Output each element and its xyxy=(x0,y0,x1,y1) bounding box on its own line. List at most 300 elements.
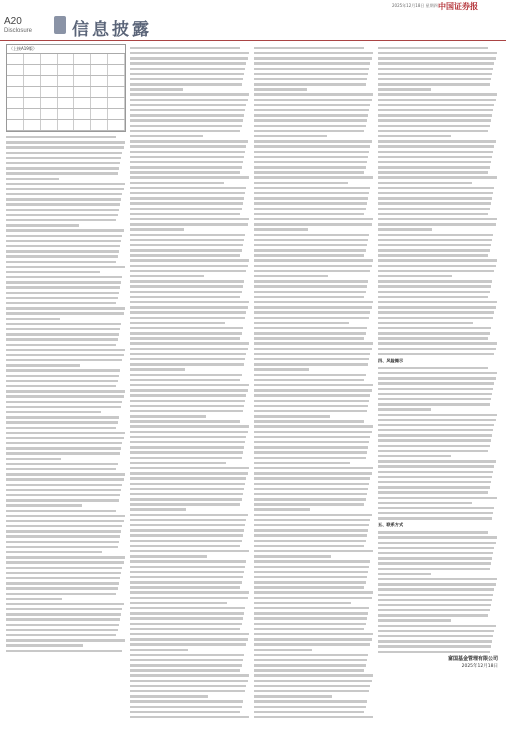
text-line xyxy=(6,447,121,449)
text-line xyxy=(6,240,121,242)
text-line xyxy=(130,223,248,225)
text-line xyxy=(378,145,494,147)
text-line xyxy=(378,557,492,559)
text-line xyxy=(130,623,242,625)
text-line xyxy=(130,571,244,573)
text-line xyxy=(378,604,491,606)
text-column-4 xyxy=(378,44,498,669)
text-line xyxy=(130,78,243,80)
text-line xyxy=(378,192,493,194)
text-line xyxy=(254,176,373,178)
page-number: A20 xyxy=(4,16,22,27)
text-line xyxy=(130,586,240,588)
text-line xyxy=(378,140,496,142)
text-line xyxy=(254,166,366,168)
text-line xyxy=(6,432,125,434)
text-line xyxy=(254,394,370,396)
text-line xyxy=(130,508,186,510)
text-line xyxy=(254,488,368,490)
text-line xyxy=(254,202,367,204)
text-line xyxy=(254,514,372,516)
text-line xyxy=(130,420,240,422)
text-line xyxy=(130,529,244,531)
text-line xyxy=(130,93,249,95)
text-line xyxy=(254,462,350,464)
text-line xyxy=(130,690,245,692)
text-line xyxy=(6,406,121,408)
text-line xyxy=(6,266,125,268)
text-line xyxy=(378,311,494,313)
text-line xyxy=(6,323,121,325)
text-line xyxy=(130,114,244,116)
text-line xyxy=(378,491,488,493)
text-line xyxy=(130,135,203,137)
text-line xyxy=(378,450,488,452)
body-text xyxy=(254,47,374,719)
text-line xyxy=(378,583,496,585)
text-line xyxy=(378,280,492,282)
text-line xyxy=(254,244,367,246)
text-line xyxy=(378,562,491,564)
text-line xyxy=(254,88,307,90)
text-line xyxy=(254,425,373,427)
text-line xyxy=(378,291,490,293)
text-line xyxy=(130,52,249,54)
text-line xyxy=(130,384,249,386)
text-line xyxy=(6,146,124,148)
text-line xyxy=(254,125,366,127)
text-line xyxy=(378,182,472,184)
text-line xyxy=(6,136,116,138)
text-line xyxy=(254,493,367,495)
text-line xyxy=(254,555,331,557)
text-line xyxy=(130,218,249,220)
text-line xyxy=(130,462,226,464)
text-line xyxy=(130,187,246,189)
text-line xyxy=(378,578,497,580)
text-line xyxy=(130,674,249,676)
text-line xyxy=(130,389,248,391)
text-line xyxy=(378,234,493,236)
issue-date: 2025年12月18日 星期四 xyxy=(392,3,438,8)
text-line xyxy=(378,125,490,127)
text-line xyxy=(130,301,249,303)
table-row xyxy=(7,76,125,87)
text-line xyxy=(254,104,370,106)
text-line xyxy=(6,318,60,320)
text-line xyxy=(254,498,366,500)
text-line xyxy=(6,229,124,231)
text-line xyxy=(130,151,245,153)
text-line xyxy=(130,524,245,526)
text-line xyxy=(6,344,116,346)
text-line xyxy=(130,213,240,215)
text-line xyxy=(254,472,372,474)
text-line xyxy=(254,306,372,308)
text-line xyxy=(6,442,122,444)
text-line xyxy=(378,424,494,426)
text-line xyxy=(254,239,368,241)
text-line xyxy=(254,358,369,360)
text-line xyxy=(130,431,248,433)
text-line xyxy=(378,609,490,611)
text-line xyxy=(130,379,240,381)
text-line xyxy=(254,140,372,142)
text-line xyxy=(254,218,373,220)
text-line xyxy=(130,171,240,173)
text-line xyxy=(254,337,364,339)
text-line xyxy=(378,388,493,390)
text-line xyxy=(254,415,330,417)
text-line xyxy=(254,690,369,692)
text-line xyxy=(6,271,100,273)
text-line xyxy=(378,187,494,189)
newspaper-name: 中国证券报 xyxy=(438,1,478,11)
text-line xyxy=(254,441,369,443)
table-row xyxy=(7,54,125,65)
text-line xyxy=(254,643,370,645)
text-line xyxy=(130,228,184,230)
text-line xyxy=(130,716,249,718)
text-line xyxy=(6,624,119,626)
text-line xyxy=(378,337,488,339)
text-line xyxy=(254,285,367,287)
text-line xyxy=(254,534,367,536)
text-line xyxy=(6,463,118,465)
fund-table xyxy=(6,44,126,132)
text-line xyxy=(6,567,122,569)
text-line xyxy=(378,455,451,457)
text-line xyxy=(130,545,240,547)
text-line xyxy=(6,224,79,226)
text-line xyxy=(6,281,121,283)
text-line xyxy=(130,208,242,210)
text-line xyxy=(254,296,364,298)
text-line xyxy=(378,166,490,168)
text-line xyxy=(254,275,328,277)
text-line xyxy=(130,176,249,178)
text-line xyxy=(254,342,373,344)
text-line xyxy=(6,427,116,429)
text-line xyxy=(6,546,118,548)
text-line xyxy=(130,161,243,163)
text-line xyxy=(378,285,491,287)
text-line xyxy=(130,88,183,90)
text-line xyxy=(378,78,491,80)
text-line xyxy=(6,629,118,631)
text-line xyxy=(6,390,125,392)
text-line xyxy=(130,591,249,593)
text-line xyxy=(130,451,243,453)
body-text xyxy=(130,47,250,719)
text-line xyxy=(254,467,373,469)
text-line xyxy=(378,460,496,462)
text-line xyxy=(254,711,364,713)
text-line xyxy=(130,317,245,319)
text-line xyxy=(6,603,124,605)
text-line xyxy=(378,99,496,101)
text-line xyxy=(6,639,125,641)
text-line xyxy=(378,353,494,355)
text-line xyxy=(6,172,118,174)
text-line xyxy=(378,635,493,637)
text-line xyxy=(130,711,240,713)
text-line xyxy=(254,420,364,422)
text-line xyxy=(130,285,243,287)
text-line xyxy=(6,255,118,257)
text-line xyxy=(130,415,206,417)
text-line xyxy=(6,328,120,330)
text-line xyxy=(6,473,125,475)
text-line xyxy=(6,188,124,190)
text-line xyxy=(130,327,243,329)
text-line xyxy=(254,332,366,334)
text-line xyxy=(130,68,245,70)
signature-company: 富国基金管理有限公司 xyxy=(447,655,498,662)
text-line xyxy=(6,520,124,522)
text-line xyxy=(6,395,124,397)
text-line xyxy=(130,685,246,687)
table-row xyxy=(7,98,125,109)
text-line xyxy=(6,613,121,615)
text-line xyxy=(378,317,493,319)
text-line xyxy=(254,638,372,640)
text-line xyxy=(130,275,204,277)
text-line xyxy=(254,93,373,95)
text-line xyxy=(254,114,368,116)
text-line xyxy=(6,499,119,501)
text-line xyxy=(6,582,119,584)
text-line xyxy=(378,414,497,416)
text-line xyxy=(378,408,431,410)
text-line xyxy=(6,452,120,454)
text-line xyxy=(6,577,120,579)
text-line xyxy=(254,617,367,619)
body-text xyxy=(378,47,498,355)
text-line xyxy=(6,375,119,377)
text-line xyxy=(130,488,244,490)
text-line xyxy=(254,586,364,588)
text-line xyxy=(130,607,245,609)
text-line xyxy=(130,550,249,552)
text-line xyxy=(378,296,488,298)
text-line xyxy=(378,393,492,395)
text-line xyxy=(378,171,488,173)
text-line xyxy=(378,176,497,178)
text-line xyxy=(378,599,492,601)
text-line xyxy=(378,228,432,230)
text-line xyxy=(254,685,370,687)
text-line xyxy=(130,669,240,671)
text-line xyxy=(254,519,370,521)
text-line xyxy=(130,700,243,702)
section-label: Disclosure xyxy=(4,28,33,34)
text-line xyxy=(378,398,491,400)
text-line xyxy=(130,306,248,308)
text-line xyxy=(378,536,497,538)
text-line xyxy=(254,659,367,661)
text-line xyxy=(130,441,245,443)
text-line xyxy=(378,614,488,616)
text-line xyxy=(378,348,496,350)
text-line xyxy=(254,223,372,225)
text-line xyxy=(378,552,493,554)
text-line xyxy=(6,587,118,589)
text-line xyxy=(378,239,492,241)
text-line xyxy=(378,208,490,210)
text-line xyxy=(6,380,118,382)
text-line xyxy=(6,618,120,620)
text-line xyxy=(378,197,492,199)
text-line xyxy=(6,551,102,553)
text-line xyxy=(130,643,246,645)
text-line xyxy=(6,437,124,439)
text-line xyxy=(130,581,242,583)
text-line xyxy=(130,192,245,194)
text-line xyxy=(130,109,245,111)
text-line xyxy=(130,254,240,256)
text-line xyxy=(254,317,369,319)
text-line xyxy=(378,342,497,344)
text-line xyxy=(6,385,116,387)
text-line xyxy=(378,471,493,473)
text-line xyxy=(254,680,372,682)
text-line xyxy=(378,372,497,374)
text-line xyxy=(130,519,246,521)
text-line xyxy=(254,607,369,609)
text-column-3 xyxy=(254,44,374,721)
text-line xyxy=(378,497,497,499)
text-line xyxy=(378,645,491,647)
text-line xyxy=(378,439,491,441)
text-line xyxy=(254,654,368,656)
section-heading: 四、风险揭示 xyxy=(378,358,404,364)
text-line xyxy=(254,446,368,448)
text-line xyxy=(254,384,373,386)
text-line xyxy=(254,348,372,350)
text-line xyxy=(6,219,116,221)
text-line xyxy=(130,57,248,59)
section-banner: 信息披露 xyxy=(72,20,152,40)
text-line xyxy=(6,541,119,543)
text-line xyxy=(6,504,82,506)
text-line xyxy=(254,545,364,547)
text-line xyxy=(6,634,116,636)
text-line xyxy=(6,157,121,159)
text-line xyxy=(378,588,494,590)
text-line xyxy=(6,650,122,652)
text-line xyxy=(378,218,497,220)
text-line xyxy=(254,628,364,630)
text-line xyxy=(254,633,373,635)
text-line xyxy=(6,515,125,517)
text-line xyxy=(6,292,119,294)
text-line xyxy=(254,353,370,355)
text-line xyxy=(254,716,373,718)
text-line xyxy=(254,259,373,261)
text-line xyxy=(254,208,366,210)
text-line xyxy=(130,47,240,49)
text-line xyxy=(254,389,372,391)
text-line xyxy=(378,62,494,64)
text-line xyxy=(254,52,373,54)
text-line xyxy=(254,664,366,666)
text-line xyxy=(6,494,120,496)
text-line xyxy=(254,182,348,184)
text-line xyxy=(378,114,492,116)
text-line xyxy=(254,47,364,49)
text-line xyxy=(378,68,493,70)
text-line xyxy=(130,394,246,396)
text-line xyxy=(378,52,497,54)
text-line xyxy=(254,301,373,303)
text-line xyxy=(6,593,116,595)
text-line xyxy=(6,359,122,361)
text-line xyxy=(254,669,364,671)
text-line xyxy=(6,276,122,278)
text-line xyxy=(378,161,491,163)
text-line xyxy=(378,476,492,478)
text-line xyxy=(130,410,243,412)
text-line xyxy=(6,307,125,309)
text-line xyxy=(254,187,370,189)
text-line xyxy=(130,130,240,132)
text-line xyxy=(6,338,118,340)
text-line xyxy=(254,700,367,702)
text-line xyxy=(6,245,120,247)
text-line xyxy=(254,135,327,137)
text-line xyxy=(378,507,494,509)
text-line xyxy=(254,197,368,199)
text-line xyxy=(254,602,351,604)
text-line xyxy=(378,465,494,467)
text-line xyxy=(130,166,242,168)
text-line xyxy=(6,530,121,532)
text-line xyxy=(254,576,367,578)
text-line xyxy=(130,125,242,127)
text-line xyxy=(378,403,490,405)
text-line xyxy=(130,477,246,479)
text-line xyxy=(378,322,473,324)
text-line xyxy=(6,364,80,366)
text-line xyxy=(254,234,369,236)
text-line xyxy=(254,265,372,267)
text-line xyxy=(130,197,244,199)
text-line xyxy=(378,573,431,575)
text-line xyxy=(254,503,364,505)
text-line xyxy=(378,249,490,251)
text-line xyxy=(254,270,370,272)
text-line xyxy=(130,540,242,542)
text-line xyxy=(378,531,488,533)
text-line xyxy=(378,213,488,215)
text-line xyxy=(254,327,367,329)
text-line xyxy=(130,680,248,682)
text-line xyxy=(130,291,242,293)
text-line xyxy=(6,349,125,351)
text-line xyxy=(6,489,121,491)
text-line xyxy=(130,73,244,75)
text-line xyxy=(130,140,248,142)
text-line xyxy=(130,239,244,241)
text-line xyxy=(130,633,249,635)
text-line xyxy=(254,581,366,583)
text-line xyxy=(130,182,224,184)
body-text xyxy=(6,136,126,652)
text-line xyxy=(6,354,124,356)
text-line xyxy=(378,47,488,49)
text-line xyxy=(254,571,368,573)
